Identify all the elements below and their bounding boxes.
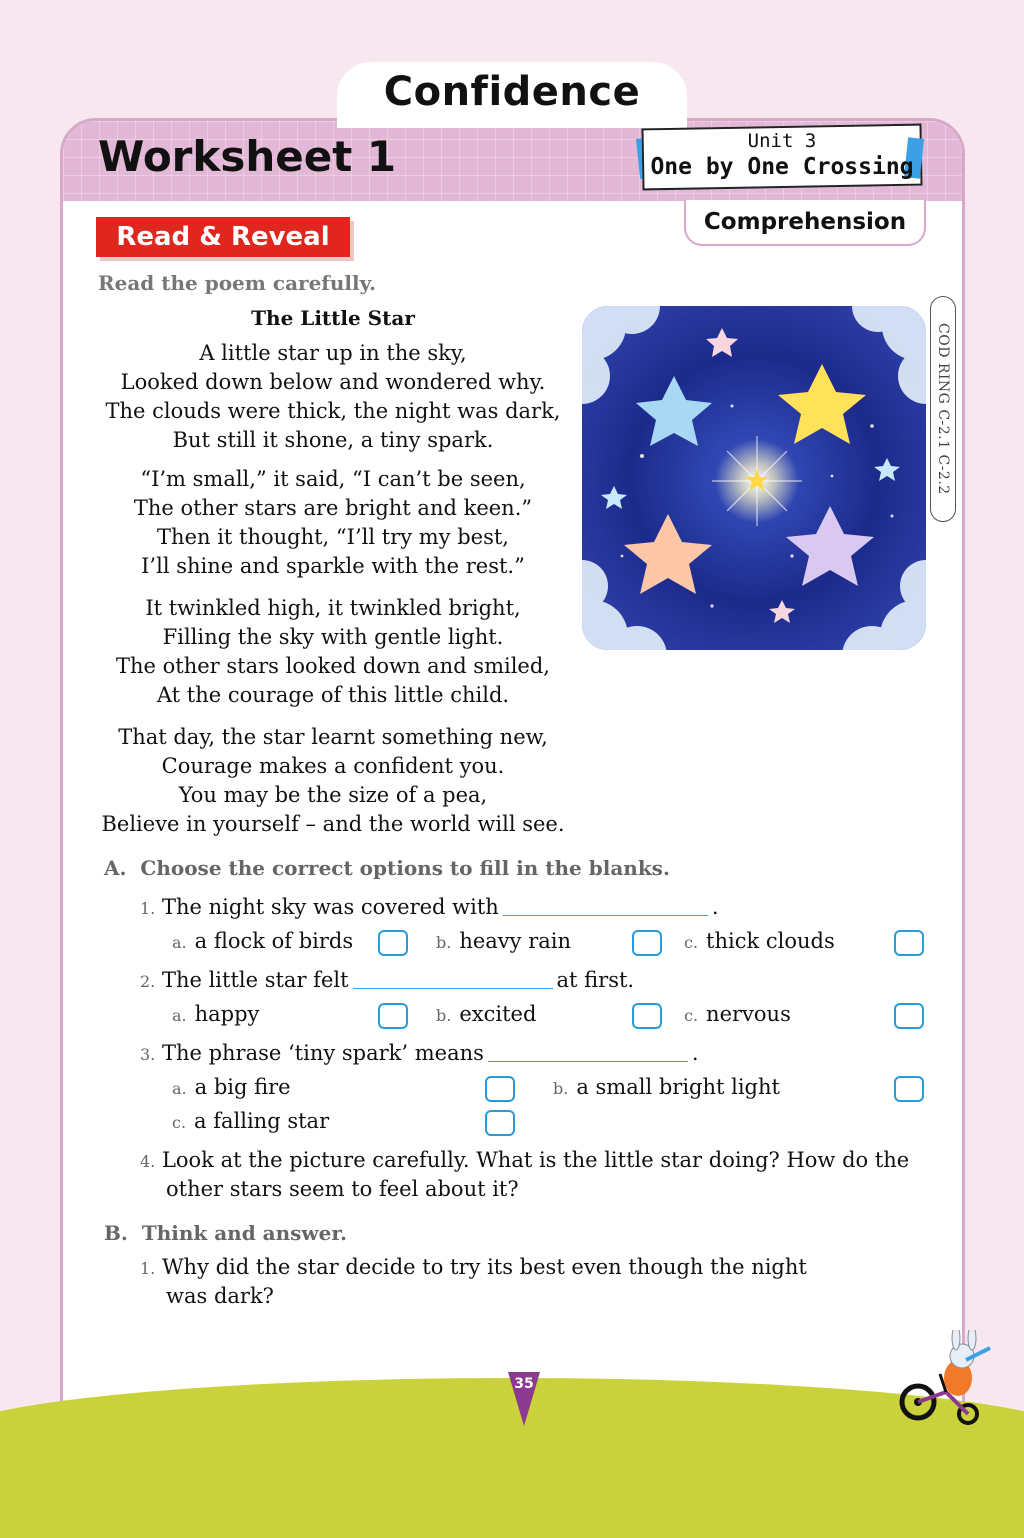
section-badge: Read & Reveal: [96, 217, 350, 257]
poem-line: Then it thought, “I’ll try my best,: [157, 525, 509, 549]
option-a1-c: [684, 929, 835, 953]
question-number: 2.: [140, 972, 156, 991]
poem-line: Believe in yourself – and the world will see.: [101, 812, 565, 836]
question-number: 1.: [140, 1259, 156, 1278]
question-text: The little star felt: [161, 968, 349, 992]
option-letter: c.: [684, 933, 699, 952]
question-text: Look at the picture carefully. What is the little star doing? How do the: [161, 1148, 910, 1172]
question-text: The night sky was covered with: [161, 895, 499, 919]
code-text: COD RING C-2.1 C-2.2: [935, 323, 951, 495]
option-text: a big fire: [194, 1075, 291, 1099]
question-text: Why did the star decide to try its best even though the night: [161, 1255, 807, 1279]
poem-stanza-3: [88, 594, 578, 710]
option-a3-a: [172, 1075, 291, 1099]
option-letter: b.: [436, 933, 452, 952]
question-a1: [140, 895, 719, 919]
option-a3-c: [172, 1109, 329, 1133]
unit-label: Unit 3: [747, 130, 817, 152]
skill-tab: Comprehension: [684, 200, 926, 246]
option-letter: a.: [172, 933, 187, 952]
option-text: a flock of birds: [194, 929, 354, 953]
option-checkbox[interactable]: [894, 930, 924, 956]
option-letter: c.: [684, 1006, 699, 1025]
poem-stanza-4: [88, 723, 578, 839]
poem-line: The clouds were thick, the night was dark,: [105, 399, 561, 423]
poem-line: The other stars looked down and smiled,: [116, 654, 550, 678]
part-a-heading: [104, 856, 670, 880]
option-letter: b.: [436, 1006, 452, 1025]
question-a2: [140, 968, 634, 992]
question-a3: [140, 1041, 699, 1065]
poem-line: Courage makes a confident you.: [161, 754, 505, 778]
question-text-end: .: [691, 1041, 699, 1065]
question-a4-line2: other stars seem to feel about it?: [166, 1177, 519, 1201]
answer-blank[interactable]: [353, 987, 553, 989]
option-checkbox[interactable]: [485, 1076, 515, 1102]
question-b1-line2: was dark?: [166, 1284, 274, 1308]
question-number: 3.: [140, 1045, 156, 1064]
poem-title: The Little Star: [251, 306, 415, 330]
poem-line: I’ll shine and sparkle with the rest.”: [141, 554, 525, 578]
poem-stanza-1: [88, 339, 578, 455]
question-a4: [140, 1148, 909, 1172]
option-text: excited: [459, 1002, 537, 1026]
option-checkbox[interactable]: [378, 930, 408, 956]
option-text: a falling star: [194, 1109, 330, 1133]
option-text: a small bright light: [576, 1075, 780, 1099]
part-b-label: B.: [104, 1221, 128, 1245]
instruction-text: Read the poem carefully.: [98, 271, 376, 295]
option-text: heavy rain: [459, 929, 572, 953]
option-checkbox[interactable]: [632, 1003, 662, 1029]
option-a2-a: [172, 1002, 259, 1026]
poem-line: It twinkled high, it twinkled bright,: [145, 596, 521, 620]
poem-line: “I’m small,” it said, “I can’t be seen,: [140, 467, 526, 491]
option-checkbox[interactable]: [894, 1003, 924, 1029]
option-checkbox[interactable]: [894, 1076, 924, 1102]
unit-name: One by One Crossing: [650, 154, 914, 180]
option-a1-a: [172, 929, 353, 953]
option-a3-b: [553, 1075, 780, 1099]
option-letter: a.: [172, 1079, 187, 1098]
page-title: Confidence: [383, 69, 641, 115]
worksheet-title: Worksheet 1: [98, 132, 397, 181]
poem-line: Looked down below and wondered why.: [120, 370, 546, 394]
question-text: The phrase ‘tiny spark’ means: [161, 1041, 484, 1065]
answer-blank[interactable]: [503, 914, 708, 916]
part-a-label: A.: [104, 856, 127, 880]
poem-line: That day, the star learnt something new,: [118, 725, 548, 749]
option-checkbox[interactable]: [632, 930, 662, 956]
part-b-heading: [104, 1221, 347, 1245]
poem-stanza-2: [88, 465, 578, 581]
question-number: 4.: [140, 1152, 156, 1171]
option-a2-c: [684, 1002, 791, 1026]
question-number: 1.: [140, 899, 156, 918]
page-number: 35: [514, 1376, 534, 1392]
question-b1: [140, 1255, 807, 1279]
option-a2-b: [436, 1002, 536, 1026]
part-a-heading-text: Choose the correct options to fill in the blanks.: [140, 856, 670, 880]
bunny-bike-mascot-icon: [896, 1330, 996, 1430]
question-text-end: .: [711, 895, 719, 919]
part-b-heading-text: Think and answer.: [141, 1221, 348, 1245]
poem-line: At the courage of this little child.: [156, 683, 510, 707]
option-letter: a.: [172, 1006, 187, 1025]
poem-line: You may be the size of a pea,: [178, 783, 488, 807]
stars-illustration: [582, 306, 926, 650]
answer-blank[interactable]: [488, 1060, 688, 1062]
option-letter: b.: [553, 1079, 569, 1098]
option-text: thick clouds: [706, 929, 835, 953]
option-checkbox[interactable]: [485, 1110, 515, 1136]
option-letter: c.: [172, 1113, 187, 1132]
poem-line: Filling the sky with gentle light.: [162, 625, 504, 649]
question-text-end: at first.: [556, 968, 635, 992]
option-text: happy: [194, 1002, 260, 1026]
option-a1-b: [436, 929, 571, 953]
poem-line: A little star up in the sky,: [199, 341, 467, 365]
option-text: nervous: [706, 1002, 791, 1026]
option-checkbox[interactable]: [378, 1003, 408, 1029]
poem-line: But still it shone, a tiny spark.: [172, 428, 494, 452]
poem-line: The other stars are bright and keen.”: [133, 496, 533, 520]
